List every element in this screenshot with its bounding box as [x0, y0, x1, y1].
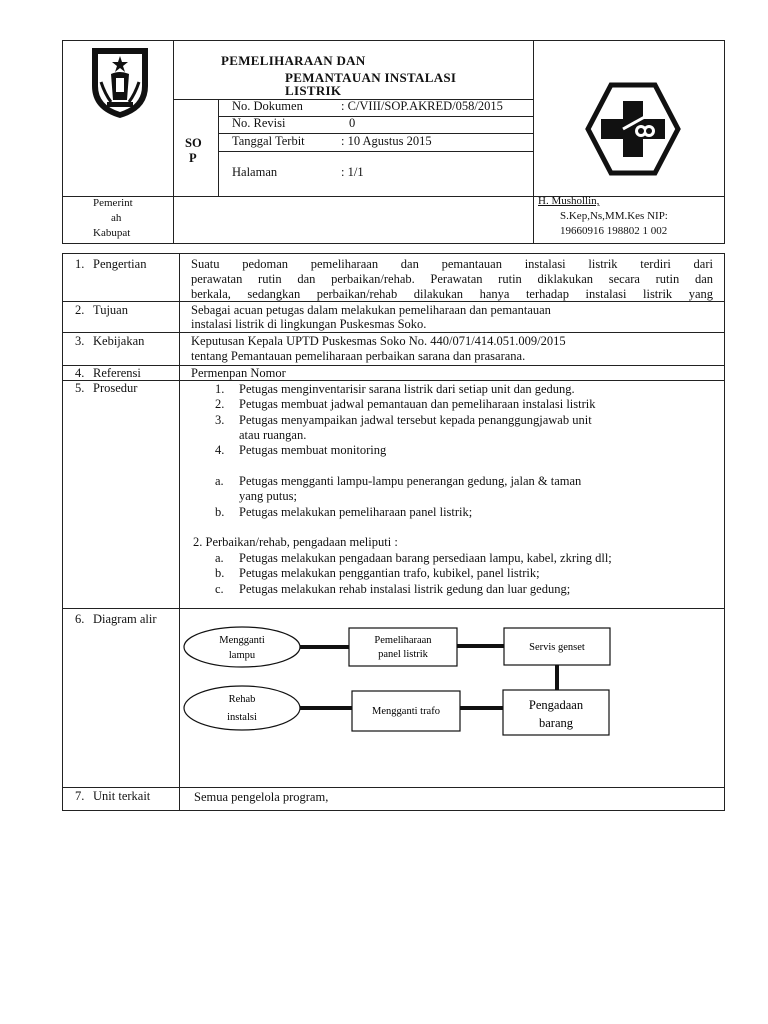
- prosedur-marker: c.: [215, 582, 224, 596]
- field-label-halaman: Halaman: [232, 165, 278, 179]
- flow-node-label: Mengganti trafo: [372, 706, 440, 717]
- sop-label-2: P: [189, 151, 197, 165]
- flow-node-rehab-instalasi: [184, 686, 300, 730]
- section-label-diagram-alir: Diagram alir: [93, 612, 157, 626]
- prosedur-step: Petugas membuat monitoring: [239, 443, 387, 457]
- tujuan-line: instalasi listrik di lingkungan Puskesmas Soko.: [191, 317, 427, 331]
- sop-label-1: SO: [185, 136, 202, 150]
- field-value-no-revisi: 0: [349, 116, 356, 130]
- flow-node-label: Rehab: [228, 694, 256, 705]
- field-label-no-dokumen: No. Dokumen: [232, 99, 303, 113]
- flow-node-pemeliharaan: [349, 628, 457, 666]
- flow-node-label: Mengganti: [219, 635, 265, 646]
- flow-node-label: Servis genset: [529, 642, 585, 653]
- flow-node-label: Pemeliharaan: [374, 635, 432, 646]
- section-number: 5.: [75, 381, 85, 395]
- referensi-text: Permenpan Nomor: [191, 366, 286, 380]
- unit-terkait-text: Semua pengelola program,: [194, 790, 329, 804]
- flowchart: [180, 609, 724, 787]
- field-label-no-revisi: No. Revisi: [232, 116, 286, 130]
- prosedur-marker: a.: [215, 551, 224, 565]
- section-number: 4.: [75, 366, 85, 380]
- flow-node-label: panel listrik: [378, 649, 428, 660]
- prosedur-step: Petugas menginventarisir sarana listrik dari setiap unit dan gedung.: [239, 382, 575, 396]
- kebijakan-line: tentang Pemantauan pemeliharaan perbaikan sarana dan prasarana.: [191, 349, 526, 363]
- field-value-no-dokumen: : C/VIII/SOP.AKRED/058/2015: [341, 99, 503, 113]
- org-name-line-1: Pemerint: [93, 197, 133, 209]
- prosedur-step: Petugas melakukan pengadaan barang persediaan lampu, kabel, zkring dll;: [239, 551, 612, 565]
- header-table: [62, 40, 725, 244]
- field-value-halaman: : 1/1: [341, 165, 364, 179]
- flow-node-label: barang: [538, 716, 574, 730]
- kebijakan-line: Keputusan Kepala UPTD Puskesmas Soko No. 440/071/414.051.009/2015: [191, 334, 566, 348]
- sop-body-table: [62, 253, 725, 811]
- prosedur-marker: b.: [215, 505, 225, 519]
- prosedur-step: Petugas melakukan penggantian trafo, kubikel, panel listrik;: [239, 566, 540, 580]
- section-number: 1.: [75, 257, 85, 271]
- prosedur-step: Petugas melakukan pemeliharaan panel listrik;: [239, 505, 473, 519]
- prosedur-marker: b.: [215, 566, 225, 580]
- prosedur-marker: 1.: [215, 382, 225, 396]
- section-label-unit-terkait: Unit terkait: [93, 789, 151, 803]
- signer-title: S.Kep,Ns,MM.Kes NIP:: [560, 210, 668, 222]
- section-label-referensi: Referensi: [93, 366, 141, 380]
- section-label-tujuan: Tujuan: [93, 303, 128, 317]
- prosedur-step: Petugas mengganti lampu-lampu penerangan gedung, jalan & taman: [239, 474, 582, 488]
- prosedur-marker: a.: [215, 474, 224, 488]
- prosedur-marker: 4.: [215, 443, 225, 457]
- document-title-line-1: PEMELIHARAAN DAN: [221, 53, 366, 68]
- prosedur-step: Petugas membuat jadwal pemantauan dan pemeliharaan instalasi listrik: [239, 397, 596, 411]
- flow-node-label: Pengadaan: [528, 698, 584, 712]
- pengertian-line: berkala, sedangkan perbaikan/rehab dilakukan hanya terhadap instalasi listrik yang: [191, 287, 713, 301]
- signer-name: H. Mushollin,: [538, 195, 600, 207]
- section-number: 2.: [75, 303, 85, 317]
- section-label-pengertian: Pengertian: [93, 257, 147, 271]
- prosedur-step: Petugas melakukan rehab instalasi listrik gedung dan luar gedung;: [239, 582, 571, 596]
- pengertian-line: perawatan rutin dan perbaikan/rehab. Perawatan rutin diklakukan secara rutin dan: [191, 272, 713, 286]
- prosedur-step-continuation: yang putus;: [239, 489, 297, 503]
- signer-nip: 19660916 198802 1 002: [560, 225, 668, 237]
- org-name-line-3: Kabupat: [93, 227, 131, 239]
- section-label-kebijakan: Kebijakan: [93, 334, 145, 348]
- prosedur-subheading: 2. Perbaikan/rehab, pengadaan meliputi :: [193, 535, 398, 549]
- document-title-line-2: PEMANTAUAN INSTALASI: [285, 70, 457, 85]
- org-name-line-2: ah: [111, 212, 122, 224]
- prosedur-marker: 2.: [215, 397, 225, 411]
- prosedur-step: Petugas menyampaikan jadwal tersebut kepada penanggungjawab unit: [239, 413, 592, 427]
- flow-node-label: instalsi: [227, 712, 257, 723]
- field-value-tanggal-terbit: : 10 Agustus 2015: [341, 134, 432, 148]
- regency-emblem-logo: [89, 44, 151, 120]
- tujuan-line: Sebagai acuan petugas dalam melakukan pemeliharaan dan pemantauan: [191, 303, 551, 317]
- field-label-tanggal-terbit: Tanggal Terbit: [232, 134, 305, 148]
- document-title-line-3: LISTRIK: [285, 83, 342, 98]
- flow-node-label: lampu: [228, 650, 256, 661]
- section-label-prosedur: Prosedur: [93, 381, 138, 395]
- section-number: 3.: [75, 334, 85, 348]
- flow-node-mengganti-lampu: [184, 627, 300, 667]
- prosedur-marker: 3.: [215, 413, 225, 427]
- section-number: 7.: [75, 789, 85, 803]
- prosedur-step-continuation: atau ruangan.: [239, 428, 307, 442]
- pengertian-line: Suatu pedoman pemeliharaan dan pemantauan instalasi listrik terdiri dari: [191, 257, 713, 271]
- puskesmas-hexagon-logo: [583, 79, 683, 179]
- section-number: 6.: [75, 612, 85, 626]
